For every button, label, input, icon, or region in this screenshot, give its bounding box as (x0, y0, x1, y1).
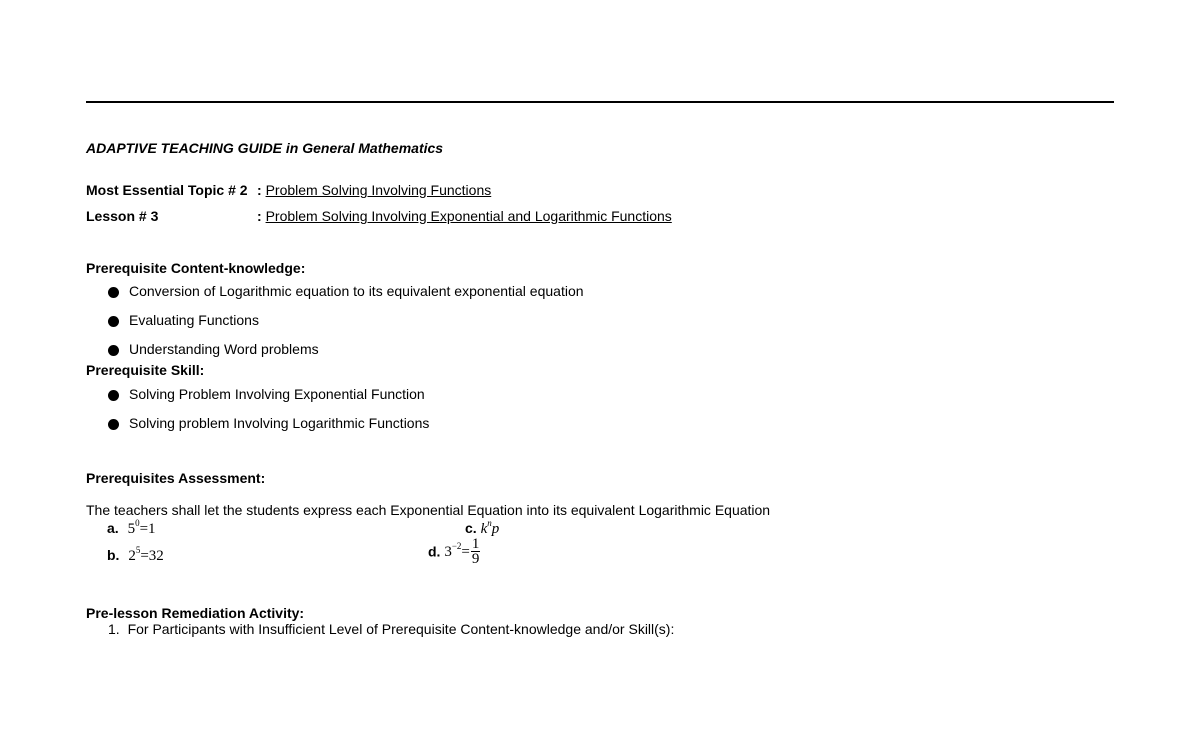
bullet-icon (108, 287, 119, 298)
assessment-heading: Prerequisites Assessment: (86, 470, 266, 486)
equation-letter: b. (107, 547, 120, 563)
equation-letter: d. (428, 543, 441, 560)
remediation-heading: Pre-lesson Remediation Activity: (86, 605, 305, 621)
lesson-label: Lesson # 3 (86, 208, 159, 224)
equation-letter: c. (465, 520, 477, 536)
topic-label: Most Essential Topic # 2 (86, 182, 248, 198)
bullet-icon (108, 345, 119, 356)
equation-letter: a. (107, 520, 119, 536)
header-rule (86, 101, 1114, 103)
equation-d: d. $3^{-2}=$ $\frac{1}{9}$ (428, 536, 480, 567)
colon: : (257, 182, 262, 198)
fraction: $\frac{1}{9}$ (471, 536, 480, 567)
bullet-icon (108, 390, 119, 401)
assessment-instruction: The teachers shall let the students express each Exponential Equation into its equivalent Logarithmic Equation (86, 502, 771, 518)
item-number: 1. (108, 621, 120, 637)
numbered-item (108, 621, 674, 637)
topic-value-row (257, 182, 491, 198)
bullet-icon (108, 419, 119, 430)
item-text: For Participants with Insufficient Level of Prerequisite Content-knowledge and/or Skill(s): (127, 621, 675, 637)
list-item: Evaluating Functions (129, 312, 259, 328)
equation-c: c. $k^np$ (465, 518, 500, 537)
lesson-value: Problem Solving Involving Exponential and Logarithmic Functions (265, 208, 672, 224)
content-knowledge-heading: Prerequisite Content-knowledge: (86, 260, 306, 276)
document-title: ADAPTIVE TEACHING GUIDE in General Mathematics (86, 140, 444, 156)
colon: : (257, 208, 262, 224)
bullet-icon (108, 316, 119, 327)
list-item: Conversion of Logarithmic equation to its equivalent exponential equation (129, 283, 584, 299)
list-item: Solving Problem Involving Exponential Function (129, 386, 425, 402)
skill-heading: Prerequisite Skill: (86, 362, 205, 378)
equation-a: a. $5^0=1$ (107, 518, 156, 537)
list-item: Solving problem Involving Logarithmic Functions (129, 415, 430, 431)
topic-value: Problem Solving Involving Functions (265, 182, 492, 198)
list-item: Understanding Word problems (129, 341, 319, 357)
equation-b: b. $2^5=32$ (107, 545, 164, 564)
lesson-value-row (257, 208, 672, 224)
